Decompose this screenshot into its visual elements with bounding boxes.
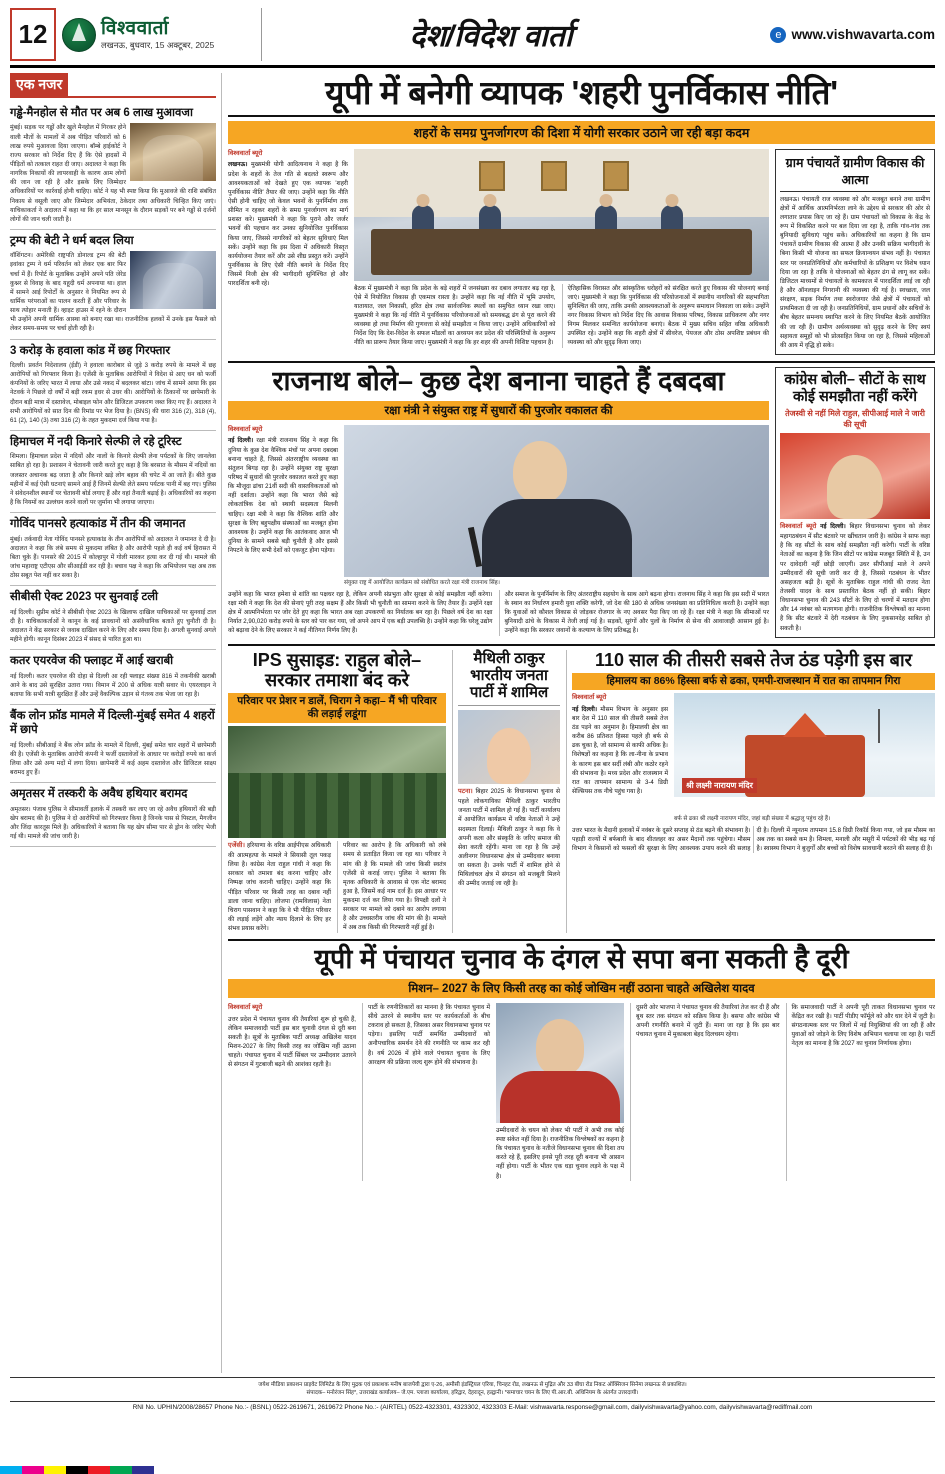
list-item[interactable]	[10, 783, 216, 847]
lead-column-1	[228, 149, 348, 355]
rajnath-column-1	[228, 425, 338, 587]
sidebar-label: एक नजर	[10, 73, 68, 96]
lead-column-3: ऐतिहासिक विरासत और सांस्कृतिक धरोहरों को संरक्षित करते हुए विकास की योजनाएं बनाई जाएं। मुख्यमंत्री ने कहा कि पुनर्विकास की परियोजनाओं में स्थानीय नागरिकों की सहभागिता सुनिश्चित की जाए, ताकि उनकी आवश्यकताओं के अनुरूप समाधान निकाला जा सके। उन्होंने नगर विकास विभाग को निर्देश दिए कि आवास विकास परिषद, विकास प्राधिकरण और नगर निगम मिलकर समन्वित कार्ययोजना बनाएं। बैठक में मुख्य सचिव सहित वरिष्ठ अधिकारी उपस्थित रहे। उन्होंने कहा कि शहरी क्षेत्रों में सीवरेज, पेयजल और ठोस अपशिष्ट प्रबंधन की व्यवस्था को और सुदृढ़ किया जाए।	[562, 284, 770, 348]
publisher-line: जयेश मीडिया प्रकाशन प्राइवेट लिमिटेड के लिए मुद्रक एवं प्रकाशक मनीष बाजपेयी द्वारा ए-26, अमौसी इंडस्ट्रियल एरिया, चिनहट रोड, लखनऊ से मुद्रित और 33 बीघा रोड निकट ऑक्सिजन सिनेमा लखनऊ से प्रकाशित।	[258, 1382, 687, 1388]
byline: एजेंसी।	[228, 842, 245, 850]
paper-edition-date: लखनऊ, बुधवार, 15 अक्टूबर, 2025	[101, 40, 215, 51]
lead-story	[228, 73, 935, 355]
maithili-body: पटना। बिहार 2025 के विधानसभा चुनाव से पहले लोकगायिका मैथिली ठाकुर भारतीय जनता पार्टी में शामिल हो गई हैं। पार्टी कार्यालय में आयोजित कार्यक्रम में वरिष्ठ नेताओं ने उन्हें सदस्यता दिलाई। मैथिली ठाकुर ने कहा कि वे अपनी कला और संस्कृति के जरिए समाज की सेवा करती रहेंगी। माना जा रहा है कि उन्हें अलीनगर विधानसभा क्षेत्र से उम्मीदवार बनाया जा सकता है। उनके पार्टी में शामिल होने से मिथिलांचल क्षेत्र में संगठन को मजबूती मिलने की उम्मीद जताई जा रही है।	[458, 788, 560, 888]
list-item[interactable]	[10, 431, 216, 513]
bottom-column-2: पार्टी के रणनीतिकारों का मानना है कि पंचायत चुनाव में सीधे उतरने से स्थानीय स्तर पर कार्यकर्ताओं के बीच टकराव हो सकता है, जिसका असर विधानसभा चुनाव पर पड़ेगा। इसलिए पार्टी समर्थित उम्मीदवारों को अनौपचारिक समर्थन देने की रणनीति पर काम कर रही है। वर्ष 2026 में होने वाले पंचायत चुनाव के लिए आरक्षण की प्रक्रिया जल्द शुरू होने की संभावना है।	[362, 1003, 490, 1181]
list-item[interactable]	[10, 340, 216, 431]
gavel-photo	[130, 123, 216, 181]
maithili-story	[452, 650, 560, 934]
rail-body: मुंबई। तर्कवादी नेता गोविंद पानसरे हत्याकांड के तीन आरोपियों को अदालत ने जमानत दे दी है। अदालत ने कहा कि लंबे समय से मुकदमा लंबित है और आरोपी पहले ही कई वर्ष हिरासत में बिता चुके हैं। पानसरे की 2015 में कोल्हापुर में गोली मारकर हत्या कर दी गई थी। मामले की जांच महाराष्ट्र एटीएस और सीआईडी कर रही है। बचाव पक्ष ने कहा कि अभियोजन पक्ष अब तक ठोस सबूत पेश नहीं कर सका है।	[10, 535, 216, 580]
cm-meeting-photo	[354, 149, 769, 281]
congress-headline: कांग्रेस बोली– सीटों के साथ कोई समझौता नहीं करेंगे	[784, 372, 926, 405]
rail-headline: कतर एयरवेज की फ्लाइट में आई खराबी	[10, 655, 174, 668]
lead-photo-block	[354, 149, 769, 355]
lead-column-2: बैठक में मुख्यमंत्री ने कहा कि प्रदेश के बड़े शहरों में जनसंख्या का दबाव लगातार बढ़ रहा है, ऐसे में नियोजित विकास ही एकमात्र रास्ता है। उन्होंने कहा कि नई नीति में भूमि उपयोग, यातायात, जल निकासी, हरित क्षेत्र तथा सार्वजनिक स्थलों का समुचित ध्यान रखा जाए। मुख्यमंत्री ने कहा कि नई नीति में पुनर्विकास परियोजनाओं को समयबद्ध ढंग से पूरा करने की व्यवस्था हो तथा निर्माण की गुणवत्ता से कोई समझौता न किया जाए। उन्होंने अधिकारियों को निर्देश दिए कि देश-विदेश के सफल मॉडलों का अध्ययन कर प्रदेश की परिस्थितियों के अनुरूप नीति का प्रारूप तैयार किया जाए। मुख्यमंत्री ने कहा कि हर शहर की अपनी विशिष्ट पहचान है।	[354, 284, 556, 347]
rni-line: RNI No. UPHIN/2008/28657 Phone No.:- (BSNL) 0522-2619671, 2619672 Phone No.:- (AIRTEL) 0522-4323301, 4323302, 4323303 E-Mail: vishwavarta.response@gmail.com, dailyvishwavarta@yahoo.com, dailyvishwavarta@rediffmail.com	[10, 1401, 935, 1411]
rajnath-story	[228, 361, 935, 638]
list-item[interactable]	[10, 650, 216, 705]
byline: विश्ववार्ता ब्यूरो	[780, 523, 817, 531]
cold-column-2: उत्तर भारत के मैदानी इलाकों में नवंबर के दूसरे सप्ताह से ठंड बढ़ने की संभावना है। पहाड़ी राज्यों में बर्फबारी के बाद शीतलहर का असर मैदानों तक पहुंचेगा। मौसम विभाग ने किसानों को फसलों की सुरक्षा के लिए आवश्यक उपाय करने की सलाह दी है। दिल्ली में न्यूनतम तापमान 15.8 डिग्री रिकॉर्ड किया गया, जो इस मौसम का अब तक का सबसे कम है। शिमला, मनाली और मसूरी में पर्यटकों की भीड़ बढ़ गई है। स्वास्थ्य विभाग ने बुजुर्गों और बच्चों को विशेष सावधानी बरतने की सलाह दी है।	[572, 827, 935, 853]
cold-column-1: विश्ववार्ता ब्यूरो नई दिल्ली। मौसम विभाग के अनुसार इस बार देश में 110 साल की तीसरी सबसे तेज ठंड पड़ने का अनुमान है। हिमालयी क्षेत्र का करीब 86 प्रतिशत हिस्सा पहले ही बर्फ से ढक चुका है, जो सामान्य से काफी अधिक है। विशेषज्ञों का कहना है कि ला-नीना के प्रभाव के कारण इस बार सर्दी लंबी और कठोर रहने की संभावना है। मध्य प्रदेश और राजस्थान में रात का तापमान सामान्य से 3-4 डिग्री सेल्सियस तक नीचे पहुंच गया है।	[572, 693, 668, 795]
ips-story	[228, 650, 446, 934]
byline: विश्ववार्ता ब्यूरो	[572, 693, 607, 701]
rail-body: नई दिल्ली। कतर एयरवेज की दोहा से दिल्ली आ रही फ्लाइट संख्या 816 में तकनीकी खराबी आने के बाद उसे सुरक्षित उतारा गया। विमान में 200 से अधिक यात्री सवार थे। एयरलाइन ने बताया कि सभी यात्री सुरक्षित हैं और उन्हें वैकल्पिक उड़ान से गंतव्य तक भेजा जा रहा है।	[10, 672, 216, 698]
dateline: नई दिल्ली।	[572, 705, 598, 713]
rail-headline: 3 करोड़ के हवाला कांड में छह गिरफ्तार	[10, 344, 171, 357]
rail-body: शिमला। हिमाचल प्रदेश में नदियों और नालों के किनारे सेल्फी लेना पर्यटकों के लिए जानलेवा साबित हो रहा है। प्रशासन ने चेतावनी जारी करते हुए कहा है कि बरसात के मौसम में नदियों का जलस्तर अचानक बढ़ जाता है और किनारे खड़े लोग बहाव की चपेट में आ जाते हैं। बीते कुछ महीनों में कई ऐसी घटनाएं सामने आई हैं जिनमें सेल्फी लेते समय पर्यटक पानी में बह गए। पुलिस ने संवेदनशील स्थानों पर चेतावनी बोर्ड लगाए हैं और वहां तैनाती बढ़ाई है। अधिकारियों का कहना है कि नियमों का उल्लंघन करने वालों पर जुर्माना भी लगाया जाएगा।	[10, 453, 216, 506]
bottom-subheadline: मिशन– 2027 के लिए किसी तरह का कोई जोखिम नहीं उठाना चाहते अखिलेश यादव	[228, 979, 935, 998]
editor-line: संपादक– मनोरंजन सिंह*, उत्तराखंड कार्यालय– जे.एम. प्लाजा कार्यालय, हरिद्वार, देहरादून, हल्द्वानी। *समाचार चयन के लिए पी.आर.बी. अधिनियम के अंतर्गत उत्तरदायी।	[306, 1390, 639, 1397]
photo-caption: संयुक्त राष्ट्र में आयोजित कार्यक्रम को संबोधित करते रक्षा मंत्री राजनाथ सिंह।	[344, 579, 500, 586]
cmyk-registration-bar	[0, 1466, 154, 1474]
cold-subheadline: हिमालय का 86% हिस्सा बर्फ से ढका, एमपी-राजस्थान में रात का तापमान गिरा	[572, 673, 935, 690]
rail-headline: ट्रम्प की बेटी ने धर्म बदल लिया	[10, 234, 134, 247]
rajnath-singh-photo	[344, 425, 769, 577]
rajnath-column-2: उन्होंने कहा कि भारत हमेशा से शांति का पक्षधर रहा है, लेकिन अपनी संप्रभुता और सुरक्षा से कोई समझौता नहीं करेगा। रक्षा मंत्री ने कहा कि देश की सेनाएं पूरी तरह सक्षम हैं और किसी भी चुनौती का सामना करने के लिए तैयार हैं। उन्होंने रक्षा क्षेत्र में आत्मनिर्भरता पर जोर देते हुए कहा कि भारत अब रक्षा उपकरणों का निर्यातक बन रहा है। पिछले वर्ष देश का रक्षा निर्यात 2,90,020 करोड़ रुपये के स्तर को पार कर गया, जो अपने आप में एक बड़ी उपलब्धि है। उन्होंने कहा कि घरेलू उद्योग को बढ़ावा देने के लिए सरकार ने कई नीतिगत निर्णय लिए हैं।	[228, 590, 493, 635]
paper-name: विश्ववार्ता	[101, 18, 169, 40]
bottom-headline: यूपी में पंचायत चुनाव के दंगल से सपा बना सकती है दूरी	[314, 944, 849, 975]
website-link[interactable]	[720, 8, 935, 61]
page-footer	[10, 1377, 935, 1411]
trump-photo	[130, 251, 216, 309]
rajnath-headline: राजनाथ बोले– कुछ देश बनाना चाहते हैं दबदबा	[272, 366, 725, 397]
page-number: 12	[10, 8, 56, 61]
rail-body: मुंबई। सड़क पर गड्ढों और खुले मैनहोल में गिरकर होने वाली मौतों के मामलों में अब पीड़ित परिवारों को 6 लाख रुपये मुआवजा दिया जाएगा। बॉम्बे हाईकोर्ट ने राज्य सरकार को निर्देश दिए हैं कि ऐसे हादसों में पीड़ितों को तत्काल राहत दी जाए। अदालत ने कहा कि नागरिक निकायों की लापरवाही के कारण आम लोगों की जान जा रही है और इसके लिए जिम्मेदार अधिकारियों पर कार्रवाई होनी चाहिए। कोर्ट ने यह भी स्पष्ट किया कि मुआवजे की राशि संबंधित निकाय से वसूली जाए और जिम्मेदार अभियंता, ठेकेदार तथा अधिकारी चिन्हित किए जाएं। याचिकाकर्ता ने अदालत में कहा था कि हर साल मानसून के दौरान सड़कों पर बने गड्ढों से दर्जनों लोगों की जान चली जाती है।	[10, 124, 216, 223]
protest-photo	[228, 726, 446, 838]
sidebar-ek-nazar	[10, 73, 222, 1373]
byline: विश्ववार्ता ब्यूरो	[228, 1003, 263, 1011]
rail-headline: गोविंद पानसरे हत्याकांड में तीन की जमानत	[10, 518, 186, 531]
list-item[interactable]	[10, 586, 216, 650]
akhilesh-photo-block	[496, 1003, 624, 1181]
bottom-column-4: दूसरी ओर भाजपा ने पंचायत चुनाव की तैयारियां तेज कर दी हैं और बूथ स्तर तक संगठन को सक्रिय किया है। बसपा और कांग्रेस भी अपनी रणनीति बनाने में जुटी हैं। माना जा रहा है कि इस बार पंचायत चुनाव में मुकाबला बेहद दिलचस्प रहेगा।	[630, 1003, 780, 1181]
rajnath-subheadline: रक्षा मंत्री ने संयुक्त राष्ट्र में सुधारों की पुरजोर वकालत की	[228, 401, 769, 420]
side-box-body: लखनऊ। पंचायती राज व्यवस्था को और मजबूत बनाने तथा ग्रामीण क्षेत्रों में आर्थिक आत्मनिर्भरता लाने के उद्देश्य से सरकार की ओर से लगातार प्रयास किए जा रहे हैं। ग्राम पंचायतों को विकास के केंद्र के रूप में विकसित करने पर बल दिया जा रहा है, ताकि गांव-गांव तक बुनियादी सुविधाएं पहुंच सकें। अधिकारियों का कहना है कि ग्राम पंचायतें ग्रामीण विकास की आत्मा हैं और उनकी सक्रिय भागीदारी के बिना किसी भी योजना का सफल क्रियान्वयन संभव नहीं है। पंचायत स्तर पर जनप्रतिनिधियों और कर्मचारियों के प्रशिक्षण पर विशेष ध्यान दिया जा रहा है ताकि वे योजनाओं को बेहतर ढंग से लागू कर सकें। डिजिटल माध्यमों से पंचायतों के कामकाज में पारदर्शिता लाई जा रही है और ऑनलाइन निगरानी की व्यवस्था की गई है। स्वच्छता, जल संरक्षण, सड़क निर्माण तथा स्वरोजगार जैसे क्षेत्रों में पंचायतों को प्राथमिकता दी जा रही है। जनप्रतिनिधियों, ग्राम प्रधानों और सचिवों के बीच बेहतर समन्वय स्थापित करने के लिए नियमित बैठकें आयोजित की जा रही हैं। ग्रामीण अर्थव्यवस्था को सुदृढ़ करने के लिए स्वयं सहायता समूहों को भी प्रोत्साहित किया जा रहा है, जिससे महिलाओं की आय में वृद्धि हो सके।	[780, 195, 930, 349]
middle-row	[228, 644, 935, 934]
rail-headline: अमृतसर में तस्करी के अवैध हथियार बरामद	[10, 788, 188, 801]
rail-body: दिल्ली। प्रवर्तन निदेशालय (ईडी) ने हवाला कारोबार से जुड़े 3 करोड़ रुपये के मामले में छह आरोपियों को गिरफ्तार किया है। एजेंसी के मुताबिक आरोपियों ने विदेश से आए धन को फर्जी कंपनियों के जरिए भारत में लाया और उसे नकद में बदलकर बांटा। जांच में सामने आया कि इस नेटवर्क ने पिछले दो वर्षों में बड़ी रकम इधर से उधर की। आरोपियों के ठिकानों पर छापेमारी के दौरान बड़ी मात्रा में दस्तावेज, मोबाइल फोन और डिजिटल उपकरण जब्त किए गए हैं। अदालत ने सभी आरोपियों को सात दिन की रिमांड पर भेज दिया है। (BNS) की धारा 316 (2), 318 (4), 61 (2), 140 (3) तथा 316 (2) के तहत मुकदमा दर्ज किया गया है।	[10, 361, 216, 424]
dateline: लखनऊ।	[228, 161, 248, 169]
ips-column-2: परिवार का आरोप है कि अधिकारी को लंबे समय से प्रताड़ित किया जा रहा था। परिवार ने मांग की है कि मामले की जांच किसी स्वतंत्र एजेंसी से कराई जाए। पुलिस ने बताया कि मृतक अधिकारी के आवास से एक नोट बरामद हुआ है, जिसमें कई नाम दर्ज हैं। इस आधार पर मुकदमा दर्ज कर लिया गया है। विपक्षी दलों ने सरकार पर मामले को दबाने का आरोप लगाया है और उच्चस्तरीय जांच की मांग की है। मामले में अब तक किसी की गिरफ्तारी नहीं हुई है।	[337, 841, 446, 933]
congress-subheadline: तेजस्वी से नहीं मिले राहुल, सीपीआई माले ने जारी की सूची	[785, 409, 925, 430]
maithili-headline: मैथिली ठाकुर भारतीय जनता पार्टी में शामिल	[469, 649, 549, 702]
dateline: नई दिल्ली।	[228, 437, 254, 445]
page-section-title: देश/विदेश वार्ता	[409, 20, 573, 53]
byline: विश्ववार्ता ब्यूरो	[228, 149, 263, 157]
rail-headline: हिमाचल में नदी किनारे सेल्फी ले रहे टूरिस्ट	[10, 435, 182, 448]
congress-body: विश्ववार्ता ब्यूरो नई दिल्ली। बिहार विधानसभा चुनाव को लेकर महागठबंधन में सीट बंटवारे पर खींचतान जारी है। कांग्रेस ने साफ कहा है कि वह सीटों के साथ कोई समझौता नहीं करेगी। पार्टी के वरिष्ठ नेताओं का कहना है कि जिन सीटों पर कांग्रेस मजबूत स्थिति में है, उन पर दावेदारी नहीं छोड़ी जाएगी। उधर सीपीआई माले ने अपने उम्मीदवारों की सूची जारी कर दी है, जिससे गठबंधन के भीतर असहजता बढ़ी है। सूत्रों के मुताबिक राहुल गांधी की राजद नेता तेजस्वी यादव के साथ प्रस्तावित बैठक नहीं हो सकी। बिहार विधानसभा चुनाव की 243 सीटों के लिए दो चरणों में मतदान होगा और 14 नवंबर को मतगणना होगी। राजनीतिक विश्लेषकों का मानना है कि सीट बंटवारे में देरी गठबंधन के लिए नुकसानदेह साबित हो सकती है।	[780, 523, 930, 632]
bottom-column-1: विश्ववार्ता ब्यूरो उत्तर प्रदेश में पंचायत चुनाव की तैयारियां शुरू हो चुकी हैं, लेकिन समाजवादी पार्टी इस बार चुनावी दंगल से दूरी बना सकती है। सूत्रों के मुताबिक पार्टी अध्यक्ष अखिलेश यादव मिशन-2027 के लिए किसी तरह का जोखिम नहीं उठाना चाहते। पंचायत चुनाव में पार्टी सिंबल पर उम्मीदवार उतारने से संगठन में गुटबाजी बढ़ने की आशंका रहती है।	[228, 1003, 356, 1069]
temple-sign: श्री लक्ष्मी नारायण मंदिर	[682, 778, 757, 793]
rail-body: नई दिल्ली। सीबीआई ने बैंक लोन फ्रॉड के मामले में दिल्ली, मुंबई समेत चार शहरों में छापेमारी की है। एजेंसी के मुताबिक आरोपी कंपनी ने फर्जी दस्तावेजों के आधार पर करोड़ों रुपये का कर्ज लिया और उसे अन्य मदों में लगा दिया। छापेमारी में कई अहम दस्तावेज और डिजिटल साक्ष्य बरामद हुए हैं।	[10, 741, 216, 777]
website-url: www.vishwavarta.com	[791, 27, 935, 42]
ips-subheadline: परिवार पर प्रेशर न डालें, चिराग ने कहा– मैं भी परिवार की लड़ाई लडूंगा	[228, 693, 446, 723]
byline: विश्ववार्ता ब्यूरो	[228, 425, 263, 433]
snow-temple-photo	[674, 693, 935, 813]
rajnath-column-3: और समाज के पुनर्निर्माण के लिए अंतरराष्ट्रीय सहयोग के साथ आगे बढ़ना होगा। राजनाथ सिंह ने कहा कि इस सदी में भारत के स्थान का निर्धारण हमारी युवा शक्ति करेगी, जो देश की 180 से अधिक जनसंख्या का प्रतिनिधित्व करती है। उन्होंने कहा कि युवाओं को कौशल विकास से जोड़कर रोजगार के नए अवसर पैदा किए जा रहे हैं। रक्षा मंत्री ने कहा कि सीमाओं पर बुनियादी ढांचे के विकास में तेजी लाई गई है। सड़कों, सुरंगों और पुलों के निर्माण से सेना की आवाजाही आसान हुई है। उन्होंने कहा कि सरकार जवानों के कल्याण के लिए प्रतिबद्ध है।	[499, 590, 770, 636]
list-item[interactable]	[10, 102, 216, 230]
lead-body-1: मुख्यमंत्री योगी आदित्यनाथ ने कहा है कि प्रदेश के शहरों के तेज गति से बदलते स्वरूप और आवश्यकताओं को देखते हुए एक व्यापक 'शहरी पुनर्विकास नीति' तैयार की जाए। उन्होंने कहा कि नीति ऐसी होनी चाहिए जो केवल भवनों के पुनर्निर्माण तक सीमित न रहकर शहरों के समग्र पुनर्जागरण का मार्ग प्रशस्त करे। मुख्यमंत्री ने कहा कि पुराने और जर्जर भवनों की पहचान कर उनका सुनियोजित पुनर्विकास किया जाए, जिससे नागरिकों को बेहतर सुविधाएं मिल सकें। उन्होंने कहा कि इस दिशा में अधिकारी विस्तृत कार्ययोजना तैयार करें और उसे शीघ्र प्रस्तुत करें। उन्होंने पुनर्विकास के लिए ऐसी नीति बनाने के निर्देश दिए जिसमें निजी क्षेत्र की भागीदारी सुनिश्चित हो और पारदर्शिता बनी रहे।	[228, 161, 348, 288]
paper-logo	[62, 8, 262, 61]
ips-column-1: एजेंसी। हरियाणा के वरिष्ठ आईपीएस अधिकारी की आत्महत्या के मामले ने सियासी तूल पकड़ लिया है। कांग्रेस नेता राहुल गांधी ने कहा कि सरकार को तमाशा बंद करना चाहिए और निष्पक्ष जांच करानी चाहिए। उन्होंने कहा कि पीड़ित परिवार पर किसी तरह का दबाव नहीं डाला जाना चाहिए। लोजपा (रामविलास) नेता चिराग पासवान ने कहा कि वे भी पीड़ित परिवार की लड़ाई लड़ेंगे और न्याय दिलाने के लिए हर संभव प्रयास करेंगे।	[228, 842, 331, 933]
lead-headline: यूपी में बनेगी व्यापक 'शहरी पुनर्विकास नीति'	[228, 73, 935, 117]
akhilesh-yadav-photo	[496, 1003, 624, 1123]
rail-body: नई दिल्ली। सुप्रीम कोर्ट ने सीबीसी ऐक्ट 2023 के खिलाफ दाखिल याचिकाओं पर सुनवाई टाल दी है। याचिकाकर्ताओं ने कानून के कई प्रावधानों को असंवैधानिक बताते हुए चुनौती दी है। अदालत ने केंद्र सरकार से जवाब दाखिल करने के लिए और समय दिया है। अगली सुनवाई अगले महीने होगी। कानून दिसंबर 2023 में संसद से पारित हुआ था।	[10, 608, 216, 644]
side-box-headline: ग्राम पंचायतें ग्रामीण विकास की आत्मा	[780, 154, 930, 192]
sp-panchayat-story	[228, 939, 935, 1181]
list-item[interactable]	[10, 705, 216, 783]
rail-headline: गड्ढे-मैनहोल से मौत पर अब 6 लाख मुआवजा	[10, 107, 193, 119]
dateline: नई दिल्ली।	[820, 523, 846, 531]
paper-emblem-icon	[62, 18, 96, 52]
rail-headline: सीबीसी ऐक्ट 2023 पर सुनवाई टली	[10, 591, 159, 604]
maithili-thakur-photo	[458, 710, 560, 784]
rajnath-body-1: रक्षा मंत्री राजनाथ सिंह ने कहा कि दुनिया के कुछ देश वैश्विक मंचों पर अपना दबदबा बनाना चाहते हैं, जिससे अंतरराष्ट्रीय व्यवस्था का संतुलन बिगड़ रहा है। उन्होंने संयुक्त राष्ट्र सुरक्षा परिषद में सुधारों की पुरजोर वकालत करते हुए कहा कि मौजूदा ढांचा 21वीं सदी की वास्तविकताओं को नहीं दर्शाता। उन्होंने कहा कि भारत जैसे बड़े लोकतांत्रिक देश को स्थायी सदस्यता मिलनी चाहिए। रक्षा मंत्री ने कहा कि वैश्विक शांति और सुरक्षा के लिए बहुपक्षीय संस्थाओं का मजबूत होना आवश्यक है। उन्होंने कहा कि आतंकवाद आज भी दुनिया के सामने सबसे बड़ी चुनौती है और इससे निपटने के लिए सभी देशों को एकजुट होना पड़ेगा।	[228, 437, 338, 555]
rail-body: अमृतसर। पंजाब पुलिस ने सीमावर्ती इलाके में तस्करी कर लाए जा रहे अवैध हथियारों की बड़ी खेप बरामद की है। पुलिस ने दो आरोपियों को गिरफ्तार किया है जिनके पास से पिस्टल, मैगजीन और जिंदा कारतूस मिले हैं। अधिकारियों ने बताया कि यह खेप सीमा पार से ड्रोन के जरिए भेजी गई थी। मामले की जांच जारी है।	[10, 805, 216, 841]
ips-headline: IPS सुसाइड: राहुल बोले– सरकार तमाशा बंद करे	[252, 649, 422, 690]
rahul-gandhi-photo	[780, 433, 930, 519]
rail-headline: बैंक लोन फ्रॉड मामले में दिल्ली-मुंबई समेत 4 शहरों में छापे	[10, 709, 215, 737]
congress-story	[775, 367, 935, 638]
cold-wave-story	[566, 650, 935, 934]
rail-body: वॉशिंगटन। अमेरिकी राष्ट्रपति डोनाल्ड ट्रम्प की बेटी इवांका ट्रम्प ने धर्म परिवर्तन को लेकर एक बार फिर चर्चा में हैं। रिपोर्ट के मुताबिक उन्होंने अपने पति जेरेड कुश्नर से विवाह के बाद यहूदी धर्म अपनाया था। हाल में सामने आई रिपोर्टों के अनुसार वे नियमित रूप से धार्मिक परंपराओं का पालन करती हैं और परिवार के साथ त्योहार मनाती हैं। व्हाइट हाउस में रहने के दौरान भी उन्होंने अपनी धार्मिक आस्था को बनाए रखा था। राजनीतिक हलकों में उनके इस फैसले को लेकर समय-समय पर चर्चा होती रही है।	[10, 252, 216, 333]
masthead	[10, 8, 935, 68]
list-item[interactable]	[10, 230, 216, 340]
bottom-column-3: उम्मीदवारों के चयन को लेकर भी पार्टी ने अभी तक कोई स्पष्ट संकेत नहीं दिया है। राजनीतिक विश्लेषकों का कहना है कि पंचायत चुनाव के नतीजे विधानसभा चुनाव की दिशा तय करते रहे हैं, इसलिए इनसे पूरी तरह दूरी बनाना भी आसान नहीं होगा। पार्टी के भीतर एक धड़ा चुनाव लड़ने के पक्ष में है।	[496, 1126, 624, 1180]
photo-caption: बर्फ से ढका श्री लक्ष्मी नारायण मंदिर, जहां बड़ी संख्या में श्रद्धालु पहुंच रहे हैं।	[674, 815, 831, 822]
globe-icon: e	[770, 27, 786, 43]
byline: पटना।	[458, 788, 473, 796]
bottom-column-5: कि समाजवादी पार्टी ने अपनी पूरी ताकत विधानसभा चुनाव पर केंद्रित कर रखी है। पार्टी पीडीए फॉर्मूले को और धार देने में जुटी है। संगठनात्मक स्तर पर जिलों में नई नियुक्तियां की जा रही हैं और युवाओं को जोड़ने के लिए विशेष अभियान चलाया जा रहा है। पार्टी नेतृत्व का मानना है कि 2027 का चुनाव निर्णायक होगा।	[786, 1003, 936, 1181]
village-panchayat-box	[775, 149, 935, 355]
lead-subheadline: शहरों के समग्र पुनर्जागरण की दिशा में योगी सरकार उठाने जा रही बड़ा कदम	[228, 121, 935, 144]
list-item[interactable]	[10, 513, 216, 586]
cold-headline: 110 साल की तीसरी सबसे तेज ठंड पड़ेगी इस बार	[595, 649, 912, 670]
